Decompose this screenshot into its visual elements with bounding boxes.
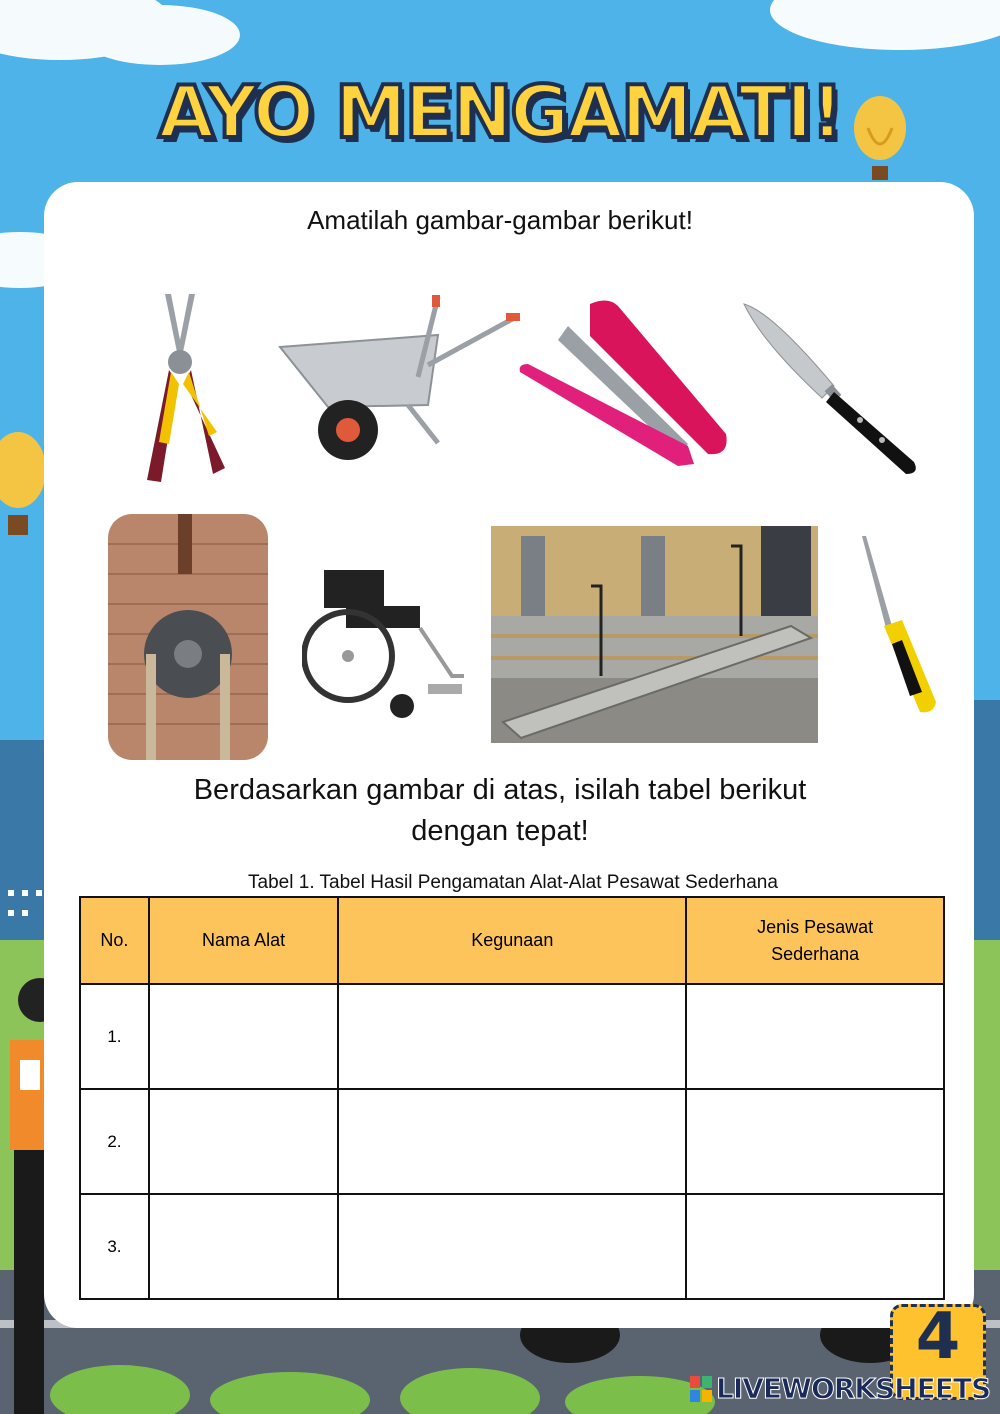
wheelchair-icon — [302, 556, 464, 720]
brand-name[interactable]: LIVEWORKSHEETS — [716, 1372, 991, 1405]
nama-alat-cell[interactable] — [149, 1194, 338, 1299]
nama-alat-cell[interactable] — [149, 1089, 338, 1194]
stapler-icon — [518, 296, 730, 468]
row-number: 3. — [80, 1194, 149, 1299]
table-row — [80, 1089, 944, 1194]
header-jenis-pesawat-label: Jenis Pesawat Sederhana — [757, 916, 874, 964]
kegunaan-cell[interactable] — [338, 1194, 686, 1299]
kegunaan-cell[interactable] — [338, 1089, 686, 1194]
page-number: 4 — [915, 1300, 961, 1374]
nama-alat-cell[interactable] — [149, 984, 338, 1089]
header-kegunaan: Kegunaan — [338, 897, 686, 984]
kegunaan-cell[interactable] — [338, 984, 686, 1089]
knife-icon — [742, 302, 922, 482]
wheelbarrow-icon — [278, 295, 523, 475]
table-row — [80, 984, 944, 1089]
page-title: AYO MENGAMATI! — [158, 70, 842, 154]
table-caption: Tabel 1. Tabel Hasil Pengamatan Alat-Alat Pesawat Sederhana — [248, 872, 778, 893]
header-nama-alat: Nama Alat — [149, 897, 338, 984]
observation-table — [79, 896, 945, 1300]
jenis-pesawat-cell[interactable] — [686, 984, 944, 1089]
header-no: No. — [80, 897, 149, 984]
screwdriver-icon — [858, 534, 938, 714]
ramp-icon — [491, 526, 818, 743]
instruction-text: Amatilah gambar-gambar berikut! — [307, 205, 693, 235]
jenis-pesawat-cell[interactable] — [686, 1194, 944, 1299]
table-instruction: Berdasarkan gambar di atas, isilah tabel berikut dengan tepat! — [193, 774, 807, 847]
header-jenis-pesawat — [686, 897, 944, 984]
row-number: 2. — [80, 1089, 149, 1194]
jenis-pesawat-cell[interactable] — [686, 1089, 944, 1194]
table-header-row — [80, 897, 944, 984]
table-row — [80, 1194, 944, 1299]
pulley-icon — [108, 514, 268, 760]
liveworksheets-logo-icon — [690, 1376, 712, 1402]
row-number: 1. — [80, 984, 149, 1089]
pliers-icon — [125, 292, 235, 484]
